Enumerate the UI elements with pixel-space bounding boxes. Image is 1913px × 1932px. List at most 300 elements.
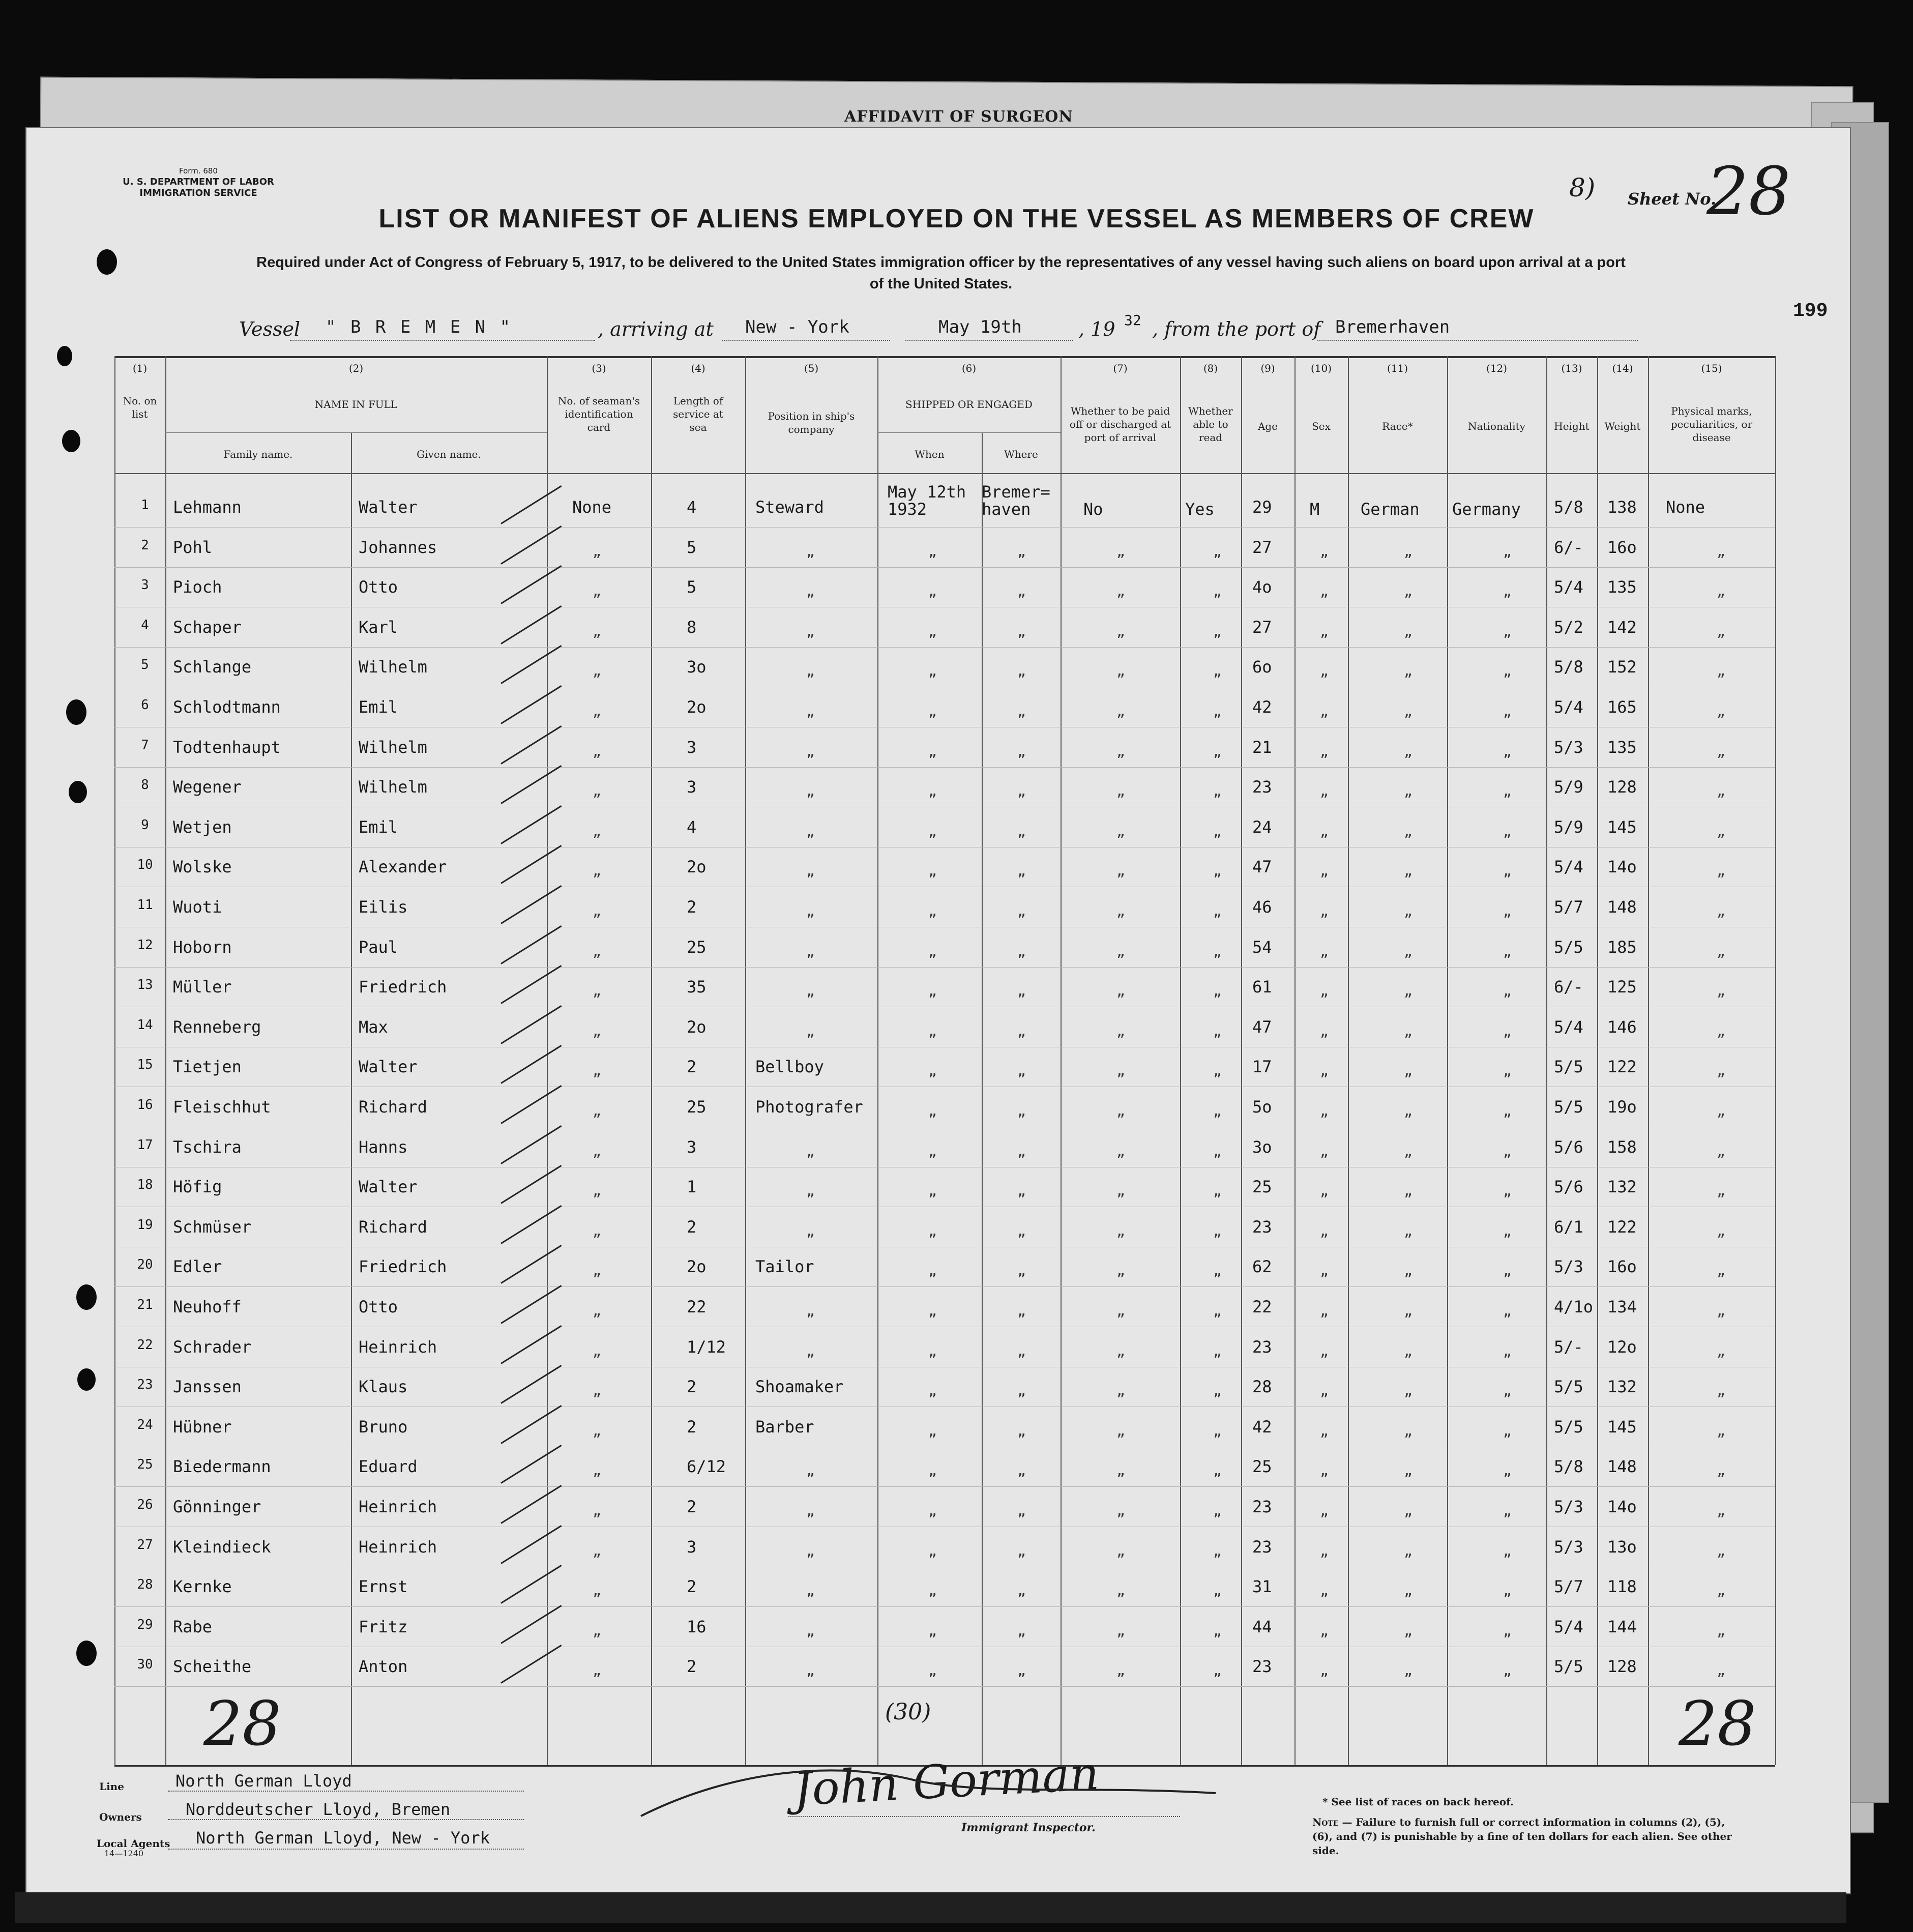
length-of-service: 6/12 bbox=[687, 1457, 726, 1476]
race-ditto: „ bbox=[1404, 1182, 1412, 1199]
row-1-able-read: Yes bbox=[1185, 500, 1215, 519]
race-ditto: „ bbox=[1404, 902, 1412, 919]
race-ditto: „ bbox=[1404, 623, 1412, 639]
paid-off-ditto: „ bbox=[1116, 582, 1125, 599]
when-ditto: „ bbox=[928, 1342, 937, 1359]
race-ditto: „ bbox=[1404, 1143, 1412, 1159]
able-read-ditto: „ bbox=[1213, 1262, 1222, 1279]
when-ditto: „ bbox=[928, 782, 937, 799]
binder-hole bbox=[76, 1284, 97, 1310]
row-rule bbox=[114, 527, 1775, 528]
where-ditto: „ bbox=[1017, 862, 1026, 879]
physical-ditto: „ bbox=[1717, 1262, 1725, 1279]
height: 5/3 bbox=[1554, 1257, 1583, 1276]
family-name: Pioch bbox=[173, 577, 222, 597]
weight: 128 bbox=[1607, 1657, 1637, 1676]
position-ditto: „ bbox=[806, 1143, 815, 1159]
height: 5/8 bbox=[1554, 657, 1583, 677]
sex-ditto: „ bbox=[1320, 1622, 1329, 1639]
row-rule bbox=[114, 1606, 1775, 1607]
sex-ditto: „ bbox=[1320, 823, 1329, 839]
row-number: 2 bbox=[141, 538, 149, 553]
position-ditto: „ bbox=[806, 862, 815, 879]
weight: 14o bbox=[1607, 1497, 1637, 1516]
height: 6/- bbox=[1554, 538, 1583, 557]
age: 42 bbox=[1252, 1417, 1272, 1437]
weight: 142 bbox=[1607, 618, 1637, 637]
owners-value: Norddeutscher Lloyd, Bremen bbox=[186, 1800, 451, 1819]
id-card-ditto: „ bbox=[593, 702, 601, 719]
paid-off-ditto: „ bbox=[1116, 743, 1125, 759]
length-of-service: 25 bbox=[687, 938, 707, 957]
row-rule bbox=[114, 967, 1775, 968]
paid-off-ditto: „ bbox=[1116, 782, 1125, 799]
sex-ditto: „ bbox=[1320, 943, 1329, 959]
where-ditto: „ bbox=[1017, 623, 1026, 639]
length-of-service: 2 bbox=[687, 897, 697, 917]
length-of-service: 2 bbox=[687, 1497, 697, 1516]
arrival-port: New - York bbox=[745, 317, 849, 337]
position-ditto: „ bbox=[806, 1222, 815, 1239]
able-read-ditto: „ bbox=[1213, 582, 1222, 599]
family-name: Schmüser bbox=[173, 1217, 252, 1237]
id-card-ditto: „ bbox=[593, 1622, 601, 1639]
id-card-ditto: „ bbox=[593, 1182, 601, 1199]
sex-ditto: „ bbox=[1320, 1302, 1329, 1319]
header-sex: Sex bbox=[1312, 420, 1331, 432]
physical-ditto: „ bbox=[1717, 1182, 1725, 1199]
family-name: Wetjen bbox=[173, 817, 232, 837]
where-ditto: „ bbox=[1017, 1502, 1026, 1519]
header-nationality: Nationality bbox=[1468, 420, 1525, 432]
id-card-ditto: „ bbox=[593, 1462, 601, 1479]
id-card-ditto: „ bbox=[593, 582, 601, 599]
paid-off-ditto: „ bbox=[1116, 943, 1125, 959]
sex-ditto: „ bbox=[1320, 982, 1329, 999]
header-bottom-rule bbox=[114, 473, 1775, 474]
family-name: Wolske bbox=[173, 857, 232, 876]
position-ditto: „ bbox=[806, 1022, 815, 1039]
sheet-mark: 8) bbox=[1569, 173, 1596, 202]
given-name: Heinrich bbox=[359, 1537, 437, 1557]
race-ditto: „ bbox=[1404, 782, 1412, 799]
sex-ditto: „ bbox=[1320, 902, 1329, 919]
id-card-ditto: „ bbox=[593, 862, 601, 879]
race-ditto: „ bbox=[1404, 1342, 1412, 1359]
paid-off-ditto: „ bbox=[1116, 1382, 1125, 1399]
sex-ditto: „ bbox=[1320, 1342, 1329, 1359]
sex-ditto: „ bbox=[1320, 1222, 1329, 1239]
col-num: (10) bbox=[1310, 362, 1332, 374]
when-ditto: „ bbox=[928, 1022, 937, 1039]
race-ditto: „ bbox=[1404, 1462, 1412, 1479]
col-num: (4) bbox=[691, 362, 705, 374]
header-length-service: Length of service at sea bbox=[673, 395, 723, 433]
row-number: 30 bbox=[137, 1657, 153, 1672]
race-ditto: „ bbox=[1404, 1302, 1412, 1319]
family-name: Tschira bbox=[173, 1137, 242, 1157]
given-name: Eduard bbox=[359, 1457, 418, 1476]
header-height: Height bbox=[1554, 420, 1590, 432]
binder-hole bbox=[97, 249, 117, 275]
arrival-date: May 19th bbox=[938, 317, 1022, 337]
where-ditto: „ bbox=[1017, 1662, 1026, 1679]
weight: 148 bbox=[1607, 897, 1637, 917]
age: 28 bbox=[1252, 1377, 1272, 1396]
paid-off-ditto: „ bbox=[1116, 1342, 1125, 1359]
when-ditto: „ bbox=[928, 1062, 937, 1079]
physical-ditto: „ bbox=[1717, 1582, 1725, 1599]
given-name: Max bbox=[359, 1017, 388, 1037]
weight: 118 bbox=[1607, 1577, 1637, 1596]
position-ditto: „ bbox=[806, 943, 815, 959]
row-number: 6 bbox=[141, 697, 149, 713]
physical-ditto: „ bbox=[1717, 943, 1725, 959]
able-read-ditto: „ bbox=[1213, 1062, 1222, 1079]
given-name: Klaus bbox=[359, 1377, 408, 1396]
row-number: 1 bbox=[141, 497, 149, 513]
able-read-ditto: „ bbox=[1213, 1143, 1222, 1159]
family-name: Wegener bbox=[173, 777, 242, 797]
row-number: 26 bbox=[137, 1497, 153, 1512]
year-prefix: , 19 bbox=[1078, 318, 1115, 340]
total-right: 28 bbox=[1679, 1689, 1756, 1760]
nationality-ditto: „ bbox=[1503, 1302, 1512, 1319]
age: 4o bbox=[1252, 577, 1272, 597]
when-ditto: „ bbox=[928, 1302, 937, 1319]
length-of-service: 3 bbox=[687, 1537, 697, 1557]
physical-ditto: „ bbox=[1717, 823, 1725, 839]
family-name: Müller bbox=[173, 977, 232, 997]
nationality-ditto: „ bbox=[1503, 982, 1512, 999]
race-ditto: „ bbox=[1404, 943, 1412, 959]
family-name: Schlodtmann bbox=[173, 697, 281, 717]
paid-off-ditto: „ bbox=[1116, 1143, 1125, 1159]
col-num: (9) bbox=[1260, 362, 1275, 374]
height: 5/3 bbox=[1554, 1537, 1583, 1557]
given-name: Emil bbox=[359, 697, 398, 717]
nationality-ditto: „ bbox=[1503, 1462, 1512, 1479]
physical-ditto: „ bbox=[1717, 702, 1725, 719]
when-ditto: „ bbox=[928, 1422, 937, 1439]
row-rule bbox=[114, 1286, 1775, 1287]
row-1-nationality: Germany bbox=[1452, 500, 1521, 519]
length-of-service: 3 bbox=[687, 777, 697, 797]
paid-off-ditto: „ bbox=[1116, 702, 1125, 719]
physical-ditto: „ bbox=[1717, 1222, 1725, 1239]
id-card-ditto: „ bbox=[593, 1342, 601, 1359]
col-num: (6) bbox=[961, 362, 977, 374]
race-ditto: „ bbox=[1404, 1062, 1412, 1079]
position: Photografer bbox=[755, 1097, 863, 1117]
where-ditto: „ bbox=[1017, 1062, 1026, 1079]
nationality-ditto: „ bbox=[1503, 1662, 1512, 1679]
nationality-ditto: „ bbox=[1503, 1502, 1512, 1519]
age: 62 bbox=[1252, 1257, 1272, 1276]
year-suffix: 32 bbox=[1124, 312, 1141, 329]
where-ditto: „ bbox=[1017, 1222, 1026, 1239]
when-ditto: „ bbox=[928, 1502, 937, 1519]
able-read-ditto: „ bbox=[1213, 662, 1222, 679]
row-number: 4 bbox=[141, 618, 149, 633]
race-ditto: „ bbox=[1404, 1542, 1412, 1559]
id-card-ditto: „ bbox=[593, 1222, 601, 1239]
header-able-read: Whether able to read bbox=[1188, 405, 1233, 444]
row-number: 16 bbox=[137, 1097, 153, 1113]
row-number: 24 bbox=[137, 1417, 153, 1432]
physical-ditto: „ bbox=[1717, 743, 1725, 759]
paid-off-ditto: „ bbox=[1116, 1102, 1125, 1119]
given-name: Friedrich bbox=[359, 1257, 447, 1276]
line-underline bbox=[168, 1791, 524, 1792]
row-number: 11 bbox=[137, 897, 153, 913]
vessel-name: " B R E M E N " bbox=[326, 317, 513, 337]
row-rule bbox=[114, 1686, 1775, 1687]
age: 21 bbox=[1252, 738, 1272, 757]
able-read-ditto: „ bbox=[1213, 943, 1222, 959]
row-number: 23 bbox=[137, 1377, 153, 1392]
age: 23 bbox=[1252, 1537, 1272, 1557]
height: 5/9 bbox=[1554, 777, 1583, 797]
weight: 13o bbox=[1607, 1537, 1637, 1557]
col-num: (14) bbox=[1612, 362, 1633, 374]
id-card-ditto: „ bbox=[593, 1662, 601, 1679]
length-of-service: 3o bbox=[687, 657, 707, 677]
id-card-ditto: „ bbox=[593, 982, 601, 999]
family-name: Schaper bbox=[173, 618, 242, 637]
given-name: Wilhelm bbox=[359, 738, 427, 757]
when-ditto: „ bbox=[928, 1182, 937, 1199]
physical-ditto: „ bbox=[1717, 1382, 1725, 1399]
weight: 16o bbox=[1607, 538, 1637, 557]
length-of-service: 5 bbox=[687, 538, 697, 557]
height: 5/5 bbox=[1554, 938, 1583, 957]
paid-off-ditto: „ bbox=[1116, 1502, 1125, 1519]
col-num: (12) bbox=[1486, 362, 1508, 374]
when-ditto: „ bbox=[928, 1102, 937, 1119]
col-num: (2) bbox=[348, 362, 364, 374]
page-title: LIST OR MANIFEST OF ALIENS EMPLOYED ON THE VESSEL AS MEMBERS OF CREW bbox=[378, 204, 1535, 233]
when-ditto: „ bbox=[928, 1143, 937, 1159]
family-name: Pohl bbox=[173, 538, 213, 557]
able-read-ditto: „ bbox=[1213, 543, 1222, 560]
length-of-service: 22 bbox=[687, 1297, 707, 1316]
given-name: Walter bbox=[359, 497, 418, 517]
nationality-ditto: „ bbox=[1503, 1582, 1512, 1599]
length-of-service: 8 bbox=[687, 618, 697, 637]
length-of-service: 35 bbox=[687, 977, 707, 997]
race-ditto: „ bbox=[1404, 982, 1412, 999]
where-ditto: „ bbox=[1017, 1102, 1026, 1119]
nationality-ditto: „ bbox=[1503, 743, 1512, 759]
where-ditto: „ bbox=[1017, 662, 1026, 679]
binder-hole bbox=[66, 699, 86, 725]
position-ditto: „ bbox=[806, 1622, 815, 1639]
nationality-ditto: „ bbox=[1503, 1182, 1512, 1199]
back-page-header: AFFIDAVIT OF SURGEON bbox=[844, 108, 1073, 126]
col-num: (15) bbox=[1701, 362, 1722, 374]
form-number: Form. 680 bbox=[179, 166, 218, 175]
weight: 145 bbox=[1607, 1417, 1637, 1437]
where-ditto: „ bbox=[1017, 943, 1026, 959]
shipped-subheader-rule bbox=[877, 432, 1061, 433]
header-age: Age bbox=[1257, 420, 1278, 432]
page-stamp-number: 199 bbox=[1793, 300, 1828, 322]
sex-ditto: „ bbox=[1320, 1502, 1329, 1519]
position-ditto: „ bbox=[806, 1542, 815, 1559]
position-ditto: „ bbox=[806, 623, 815, 639]
nationality-ditto: „ bbox=[1503, 862, 1512, 879]
agents-code: 14—1240 bbox=[104, 1849, 144, 1858]
given-name: Johannes bbox=[359, 538, 437, 557]
nationality-ditto: „ bbox=[1503, 1382, 1512, 1399]
where-ditto: „ bbox=[1017, 1542, 1026, 1559]
position-ditto: „ bbox=[806, 1662, 815, 1679]
able-read-ditto: „ bbox=[1213, 623, 1222, 639]
weight: 165 bbox=[1607, 697, 1637, 717]
id-card-ditto: „ bbox=[593, 743, 601, 759]
row-1-position: Steward bbox=[755, 497, 824, 517]
position-ditto: „ bbox=[806, 1302, 815, 1319]
paid-off-ditto: „ bbox=[1116, 1062, 1125, 1079]
weight: 148 bbox=[1607, 1457, 1637, 1476]
line-label: Line bbox=[99, 1780, 124, 1793]
able-read-ditto: „ bbox=[1213, 1622, 1222, 1639]
from-port-label: , from the port of bbox=[1152, 318, 1321, 340]
race-ditto: „ bbox=[1404, 1102, 1412, 1119]
when-ditto: „ bbox=[928, 823, 937, 839]
sheet-number: 28 bbox=[1706, 153, 1791, 230]
given-name: Ernst bbox=[359, 1577, 408, 1596]
paid-off-ditto: „ bbox=[1116, 982, 1125, 999]
length-of-service: 3 bbox=[687, 1137, 697, 1157]
header-given-name: Given name. bbox=[417, 448, 481, 460]
owners-underline bbox=[168, 1819, 524, 1820]
physical-ditto: „ bbox=[1717, 1662, 1725, 1679]
length-of-service: 2o bbox=[687, 857, 707, 876]
col-rule bbox=[982, 432, 983, 1765]
id-card-ditto: „ bbox=[593, 902, 601, 919]
row-number: 12 bbox=[137, 938, 153, 953]
header-shipped: SHIPPED OR ENGAGED bbox=[905, 398, 1033, 411]
id-card-ditto: „ bbox=[593, 623, 601, 639]
family-name: Rabe bbox=[173, 1617, 213, 1636]
height: 6/1 bbox=[1554, 1217, 1583, 1237]
nationality-ditto: „ bbox=[1503, 782, 1512, 799]
age: 22 bbox=[1252, 1297, 1272, 1316]
race-ditto: „ bbox=[1404, 1502, 1412, 1519]
row-1-race: German bbox=[1361, 500, 1420, 519]
sex-ditto: „ bbox=[1320, 1102, 1329, 1119]
arrival-port-underline bbox=[722, 340, 890, 341]
family-name: Renneberg bbox=[173, 1017, 261, 1037]
family-name: Schrader bbox=[173, 1337, 252, 1357]
header-position: Position in ship's company bbox=[768, 410, 855, 435]
nationality-ditto: „ bbox=[1503, 1022, 1512, 1039]
physical-ditto: „ bbox=[1717, 782, 1725, 799]
physical-ditto: „ bbox=[1717, 862, 1725, 879]
race-ditto: „ bbox=[1404, 823, 1412, 839]
id-card-ditto: „ bbox=[593, 782, 601, 799]
age: 44 bbox=[1252, 1617, 1272, 1636]
able-read-ditto: „ bbox=[1213, 702, 1222, 719]
paid-off-ditto: „ bbox=[1116, 1662, 1125, 1679]
row-number: 15 bbox=[137, 1057, 153, 1072]
position-ditto: „ bbox=[806, 823, 815, 839]
length-of-service: 2o bbox=[687, 1017, 707, 1037]
sheet-label: Sheet No. bbox=[1628, 189, 1717, 209]
paid-off-ditto: „ bbox=[1116, 1182, 1125, 1199]
sex-ditto: „ bbox=[1320, 1582, 1329, 1599]
length-of-service: 2 bbox=[687, 1417, 697, 1437]
id-card-ditto: „ bbox=[593, 1262, 601, 1279]
row-number: 25 bbox=[137, 1457, 153, 1472]
when-ditto: „ bbox=[928, 1662, 937, 1679]
race-ditto: „ bbox=[1404, 743, 1412, 759]
weight: 146 bbox=[1607, 1017, 1637, 1037]
where-ditto: „ bbox=[1017, 782, 1026, 799]
given-name: Otto bbox=[359, 1297, 398, 1316]
height: 5/4 bbox=[1554, 1017, 1583, 1037]
nationality-ditto: „ bbox=[1503, 1342, 1512, 1359]
sex-ditto: „ bbox=[1320, 1062, 1329, 1079]
row-number: 29 bbox=[137, 1617, 153, 1632]
row-1-id-card: None bbox=[572, 497, 612, 517]
row-number: 7 bbox=[141, 738, 149, 753]
given-name: Friedrich bbox=[359, 977, 447, 997]
row-number: 14 bbox=[137, 1017, 153, 1033]
able-read-ditto: „ bbox=[1213, 1502, 1222, 1519]
given-name: Hanns bbox=[359, 1137, 408, 1157]
sex-ditto: „ bbox=[1320, 582, 1329, 599]
row-number: 21 bbox=[137, 1297, 153, 1312]
physical-ditto: „ bbox=[1717, 623, 1725, 639]
physical-ditto: „ bbox=[1717, 1542, 1725, 1559]
position-ditto: „ bbox=[806, 1462, 815, 1479]
line-value: North German Lloyd bbox=[175, 1771, 352, 1791]
when-ditto: „ bbox=[928, 1382, 937, 1399]
nationality-ditto: „ bbox=[1503, 902, 1512, 919]
departure-port-underline bbox=[1317, 340, 1638, 341]
sex-ditto: „ bbox=[1320, 623, 1329, 639]
able-read-ditto: „ bbox=[1213, 902, 1222, 919]
paid-off-ditto: „ bbox=[1116, 1422, 1125, 1439]
binder-hole bbox=[77, 1368, 96, 1391]
race-ditto: „ bbox=[1404, 1662, 1412, 1679]
col-num: (1) bbox=[132, 362, 148, 374]
able-read-ditto: „ bbox=[1213, 1582, 1222, 1599]
position-ditto: „ bbox=[806, 902, 815, 919]
family-name: Kernke bbox=[173, 1577, 232, 1596]
header-weight: Weight bbox=[1604, 420, 1641, 432]
sex-ditto: „ bbox=[1320, 1542, 1329, 1559]
family-name: Tietjen bbox=[173, 1057, 242, 1076]
where-ditto: „ bbox=[1017, 1382, 1026, 1399]
when-ditto: „ bbox=[928, 543, 937, 560]
able-read-ditto: „ bbox=[1213, 823, 1222, 839]
given-name: Heinrich bbox=[359, 1497, 437, 1516]
physical-ditto: „ bbox=[1717, 1342, 1725, 1359]
weight: 135 bbox=[1607, 577, 1637, 597]
id-card-ditto: „ bbox=[593, 1143, 601, 1159]
physical-ditto: „ bbox=[1717, 582, 1725, 599]
header-family-name: Family name. bbox=[223, 448, 293, 460]
inspector-underline bbox=[788, 1816, 1180, 1817]
id-card-ditto: „ bbox=[593, 823, 601, 839]
when-ditto: „ bbox=[928, 1222, 937, 1239]
race-ditto: „ bbox=[1404, 1382, 1412, 1399]
family-name: Fleischhut bbox=[173, 1097, 271, 1117]
